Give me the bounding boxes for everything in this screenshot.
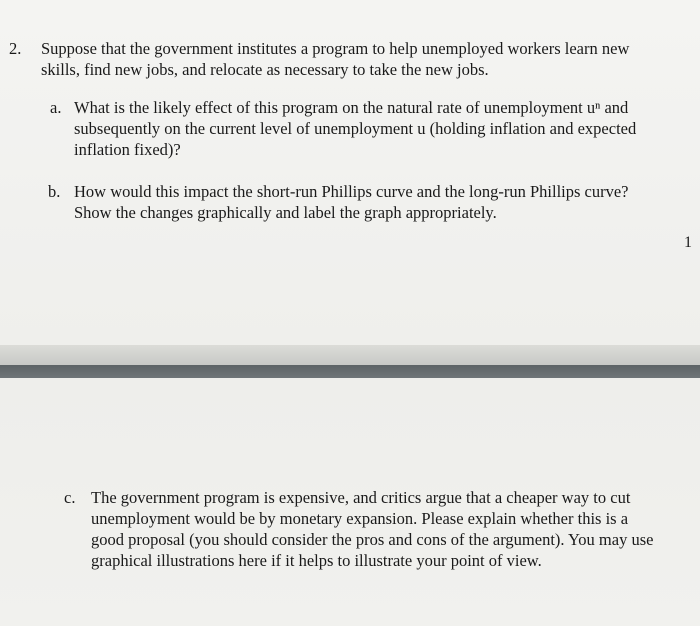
question-text [41,38,700,80]
part-label: c. [64,488,76,507]
text-line: What is the likely effect of this program on the natural rate of unemployment uⁿ and [74,98,629,117]
page-number: 1 [684,234,692,251]
text-line: graphical illustrations here if it helps to illustrate your point of view. [91,551,542,570]
page-separator-bar [0,365,700,378]
text-line: inflation fixed)? [74,140,181,159]
text-line: unemployment would be by monetary expansion. Please explain whether this is a [91,509,629,528]
page-gap [0,345,700,365]
part-label: a. [50,98,62,117]
part-text [74,181,694,223]
text-line: subsequently on the current level of unemployment u (holding inflation and expected [74,119,637,138]
text-line: Show the changes graphically and label the graph appropriately. [74,203,497,222]
part-text [91,487,691,571]
text-line: How would this impact the short-run Phillips curve and the long-run Phillips curve? [74,182,629,201]
question-number: 2. [9,39,22,58]
text-line: good proposal (you should consider the pros and cons of the argument). You may use [91,530,654,549]
part-text [74,97,694,160]
text-line: The government program is expensive, and critics argue that a cheaper way to cut [91,488,631,507]
part-label: b. [48,182,61,201]
text-line: skills, find new jobs, and relocate as necessary to take the new jobs. [41,60,489,79]
text-line: Suppose that the government institutes a program to help unemployed workers learn new [41,39,630,58]
